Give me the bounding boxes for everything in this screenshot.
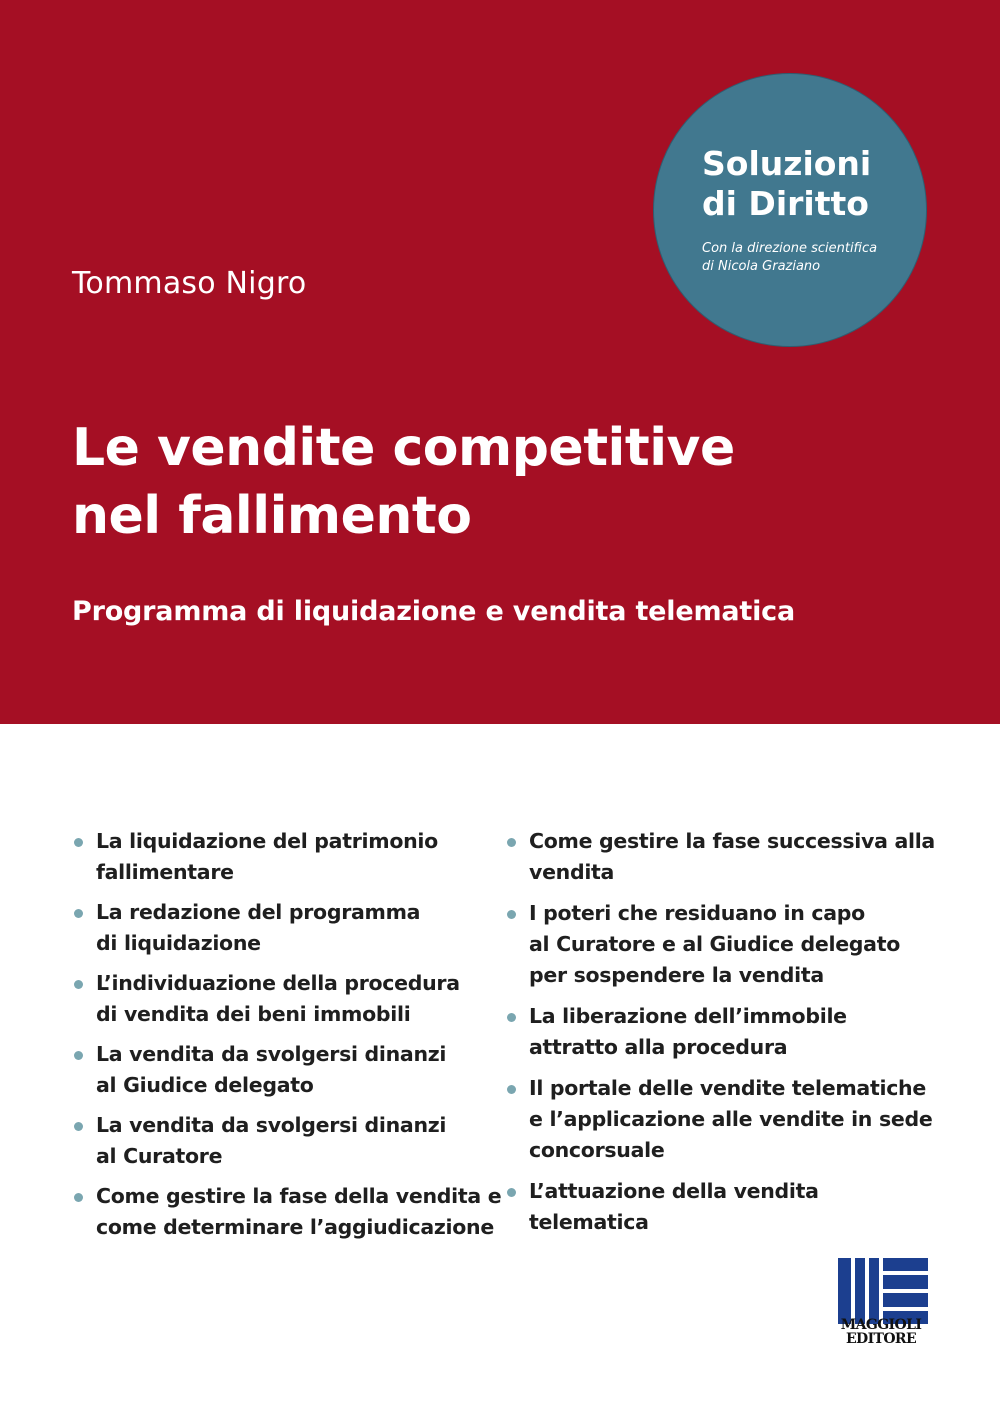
series-direction [702,240,912,276]
publisher-logo [831,1258,931,1348]
bullet-icon [74,1193,83,1202]
topic-item-line: al Curatore [96,1144,223,1168]
topic-item-line: Il portale delle vendite telematiche [529,1076,926,1100]
bullet-icon [74,1122,83,1131]
topic-item-line: La liberazione dell’immobile [529,1004,847,1028]
topic-item-line: al Giudice delegato [96,1073,314,1097]
topic-item-line: al Curatore e al Giudice delegato [529,932,900,956]
bullet-icon [507,910,516,919]
topic-item-line: vendita [529,860,615,884]
series-direction-line: Con la direzione scientifica [702,241,878,256]
topic-item-line: La liquidazione del patrimonio [96,829,438,853]
topic-item [72,1039,492,1101]
bullet-icon [74,980,83,989]
bullet-icon [74,909,83,918]
topic-item-line: La redazione del programma [96,900,421,924]
bullet-icon [507,838,516,847]
topic-item-line: Come gestire la fase della vendita e [96,1184,502,1208]
topic-item-line: I poteri che residuano in capo [529,901,865,925]
topic-item [72,897,492,959]
series-direction-line: di Nicola Graziano [702,259,821,274]
topic-item-line: L’individuazione della procedura [96,971,460,995]
topic-item [72,968,492,1030]
topic-item [72,826,492,888]
book-title-line: Le vendite competitive [72,418,735,478]
publisher-name-line: EDITORE [845,1331,917,1347]
maggioli-logo-icon [838,1258,928,1324]
topic-item [505,1073,945,1166]
bullet-icon [507,1085,516,1094]
series-name-line: di Diritto [702,184,869,223]
bullet-icon [74,838,83,847]
book-title-line: nel fallimento [72,486,472,546]
topic-item [505,826,945,888]
bullet-icon [74,1051,83,1060]
series-name [702,144,912,224]
book-subtitle: Programma di liquidazione e vendita telematica [72,596,795,627]
topic-item-line: La vendita da svolgersi dinanzi [96,1042,447,1066]
topic-item-line: di vendita dei beni immobili [96,1002,411,1026]
topics-list-right [505,826,945,1248]
topic-item [72,1181,502,1243]
topic-item-line: come determinare l’aggiudicazione [96,1215,494,1239]
topics-list-left [72,826,502,1252]
topic-item-line: L’attuazione della vendita [529,1179,819,1203]
topic-item-line: fallimentare [96,860,234,884]
topic-item-line: di liquidazione [96,931,261,955]
topic-item [505,1001,945,1063]
topic-item [505,1176,945,1238]
publisher-name [831,1318,931,1346]
topic-item [505,898,945,991]
bullet-icon [507,1013,516,1022]
series-name-line: Soluzioni [702,144,872,183]
bullet-icon [507,1188,516,1197]
series-badge [653,73,927,347]
book-title [72,414,952,550]
topic-item-line: e l’applicazione alle vendite in sede [529,1107,933,1131]
topic-item-line: per sospendere la vendita [529,963,824,987]
topic-item-line: telematica [529,1210,649,1234]
topic-item [72,1110,492,1172]
topic-item-line: La vendita da svolgersi dinanzi [96,1113,447,1137]
topic-item-line: attratto alla procedura [529,1035,788,1059]
topic-item-line: concorsuale [529,1138,665,1162]
topic-item-line: Come gestire la fase successiva alla [529,829,935,853]
author-name: Tommaso Nigro [72,266,307,301]
publisher-name-line: MAGGIOLI [840,1317,922,1333]
